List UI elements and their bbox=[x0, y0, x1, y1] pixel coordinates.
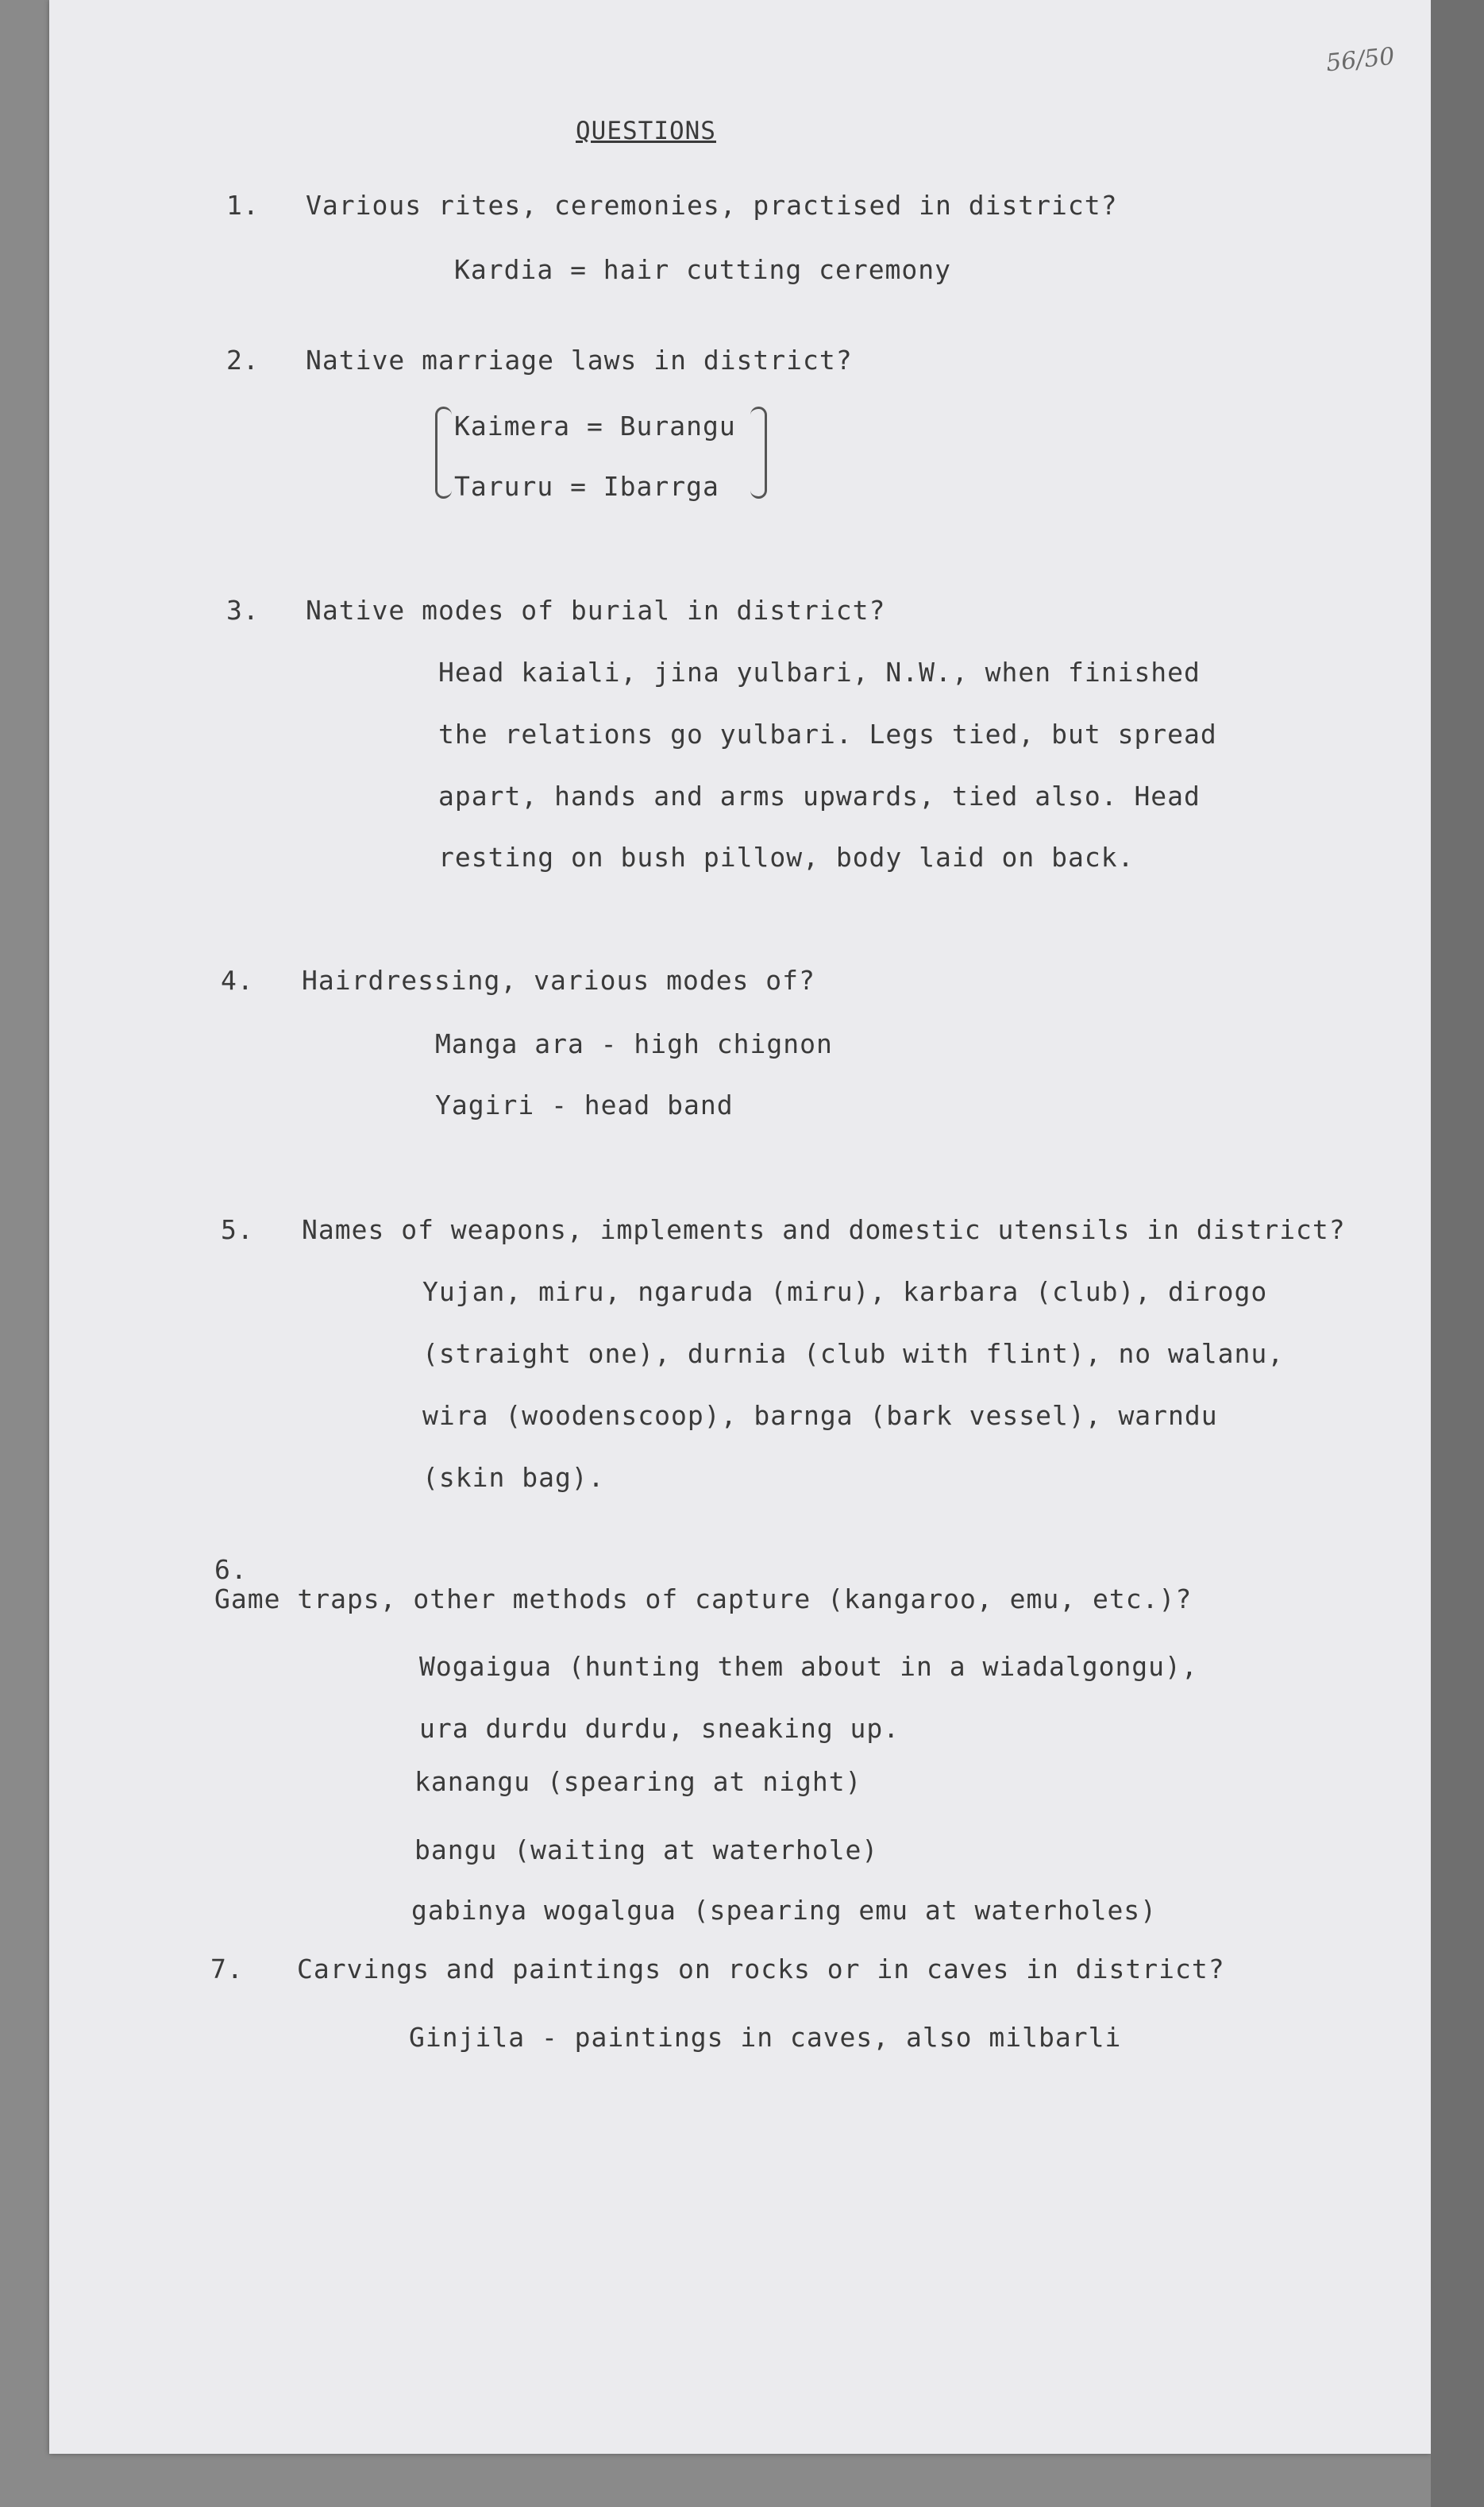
question-number: 4. bbox=[221, 965, 254, 996]
question-text: Carvings and paintings on rocks or in caves in district? bbox=[297, 1954, 1225, 1984]
question-number: 2. bbox=[226, 345, 260, 376]
question-text: Hairdressing, various modes of? bbox=[302, 965, 815, 996]
answer-line: kanangu (spearing at night) bbox=[414, 1766, 862, 1797]
question-number: 5. bbox=[221, 1214, 254, 1245]
page-title: QUESTIONS bbox=[576, 117, 716, 145]
answer-line: the relations go yulbari. Legs tied, but spread bbox=[438, 719, 1217, 750]
question-text: Various rites, ceremonies, practised in district? bbox=[306, 190, 1118, 221]
answer-line: Manga ara - high chignon bbox=[435, 1028, 833, 1059]
question-text: Native modes of burial in district? bbox=[306, 595, 886, 626]
page-edge bbox=[1431, 0, 1484, 2507]
answer-line: ura durdu durdu, sneaking up. bbox=[419, 1713, 900, 1744]
question-text: Game traps, other methods of capture (kangaroo, emu, etc.)? bbox=[214, 1583, 1193, 1614]
answer-line: wira (woodenscoop), barnga (bark vessel), warndu bbox=[422, 1400, 1218, 1431]
answer-line: resting on bush pillow, body laid on back. bbox=[438, 842, 1135, 873]
answer-line: (skin bag). bbox=[422, 1462, 605, 1493]
bracket-right-mark bbox=[750, 407, 767, 499]
question-number: 7. bbox=[210, 1954, 244, 1984]
answer-line: bangu (waiting at waterhole) bbox=[414, 1834, 879, 1865]
question-number: 6. bbox=[214, 1554, 248, 1585]
folio-number: 56/50 bbox=[1324, 42, 1397, 78]
question-number: 3. bbox=[226, 595, 260, 626]
answer-line: Ginjila - paintings in caves, also milbarli bbox=[409, 2022, 1122, 2053]
answer-line: Yujan, miru, ngaruda (miru), karbara (club), dirogo bbox=[422, 1276, 1268, 1307]
answer-line: Head kaiali, jina yulbari, N.W., when finished bbox=[438, 657, 1201, 688]
answer-line: gabinya wogalgua (spearing emu at waterholes) bbox=[411, 1895, 1158, 1926]
bracket-left-mark bbox=[435, 407, 452, 499]
answer-line: Kaimera = Burangu bbox=[454, 411, 736, 442]
question-number: 1. bbox=[226, 190, 260, 221]
answer-line: Kardia = hair cutting ceremony bbox=[454, 254, 952, 285]
question-text: Native marriage laws in district? bbox=[306, 345, 853, 376]
answer-line: Taruru = Ibarrga bbox=[454, 471, 719, 502]
answer-line: Yagiri - head band bbox=[435, 1090, 734, 1120]
answer-line: Wogaigua (hunting them about in a wiadalgongu), bbox=[419, 1651, 1198, 1682]
question-text: Names of weapons, implements and domestic utensils in district? bbox=[302, 1214, 1346, 1245]
answer-line: (straight one), durnia (club with flint), no walanu, bbox=[422, 1338, 1285, 1369]
answer-line: apart, hands and arms upwards, tied also. Head bbox=[438, 781, 1201, 812]
